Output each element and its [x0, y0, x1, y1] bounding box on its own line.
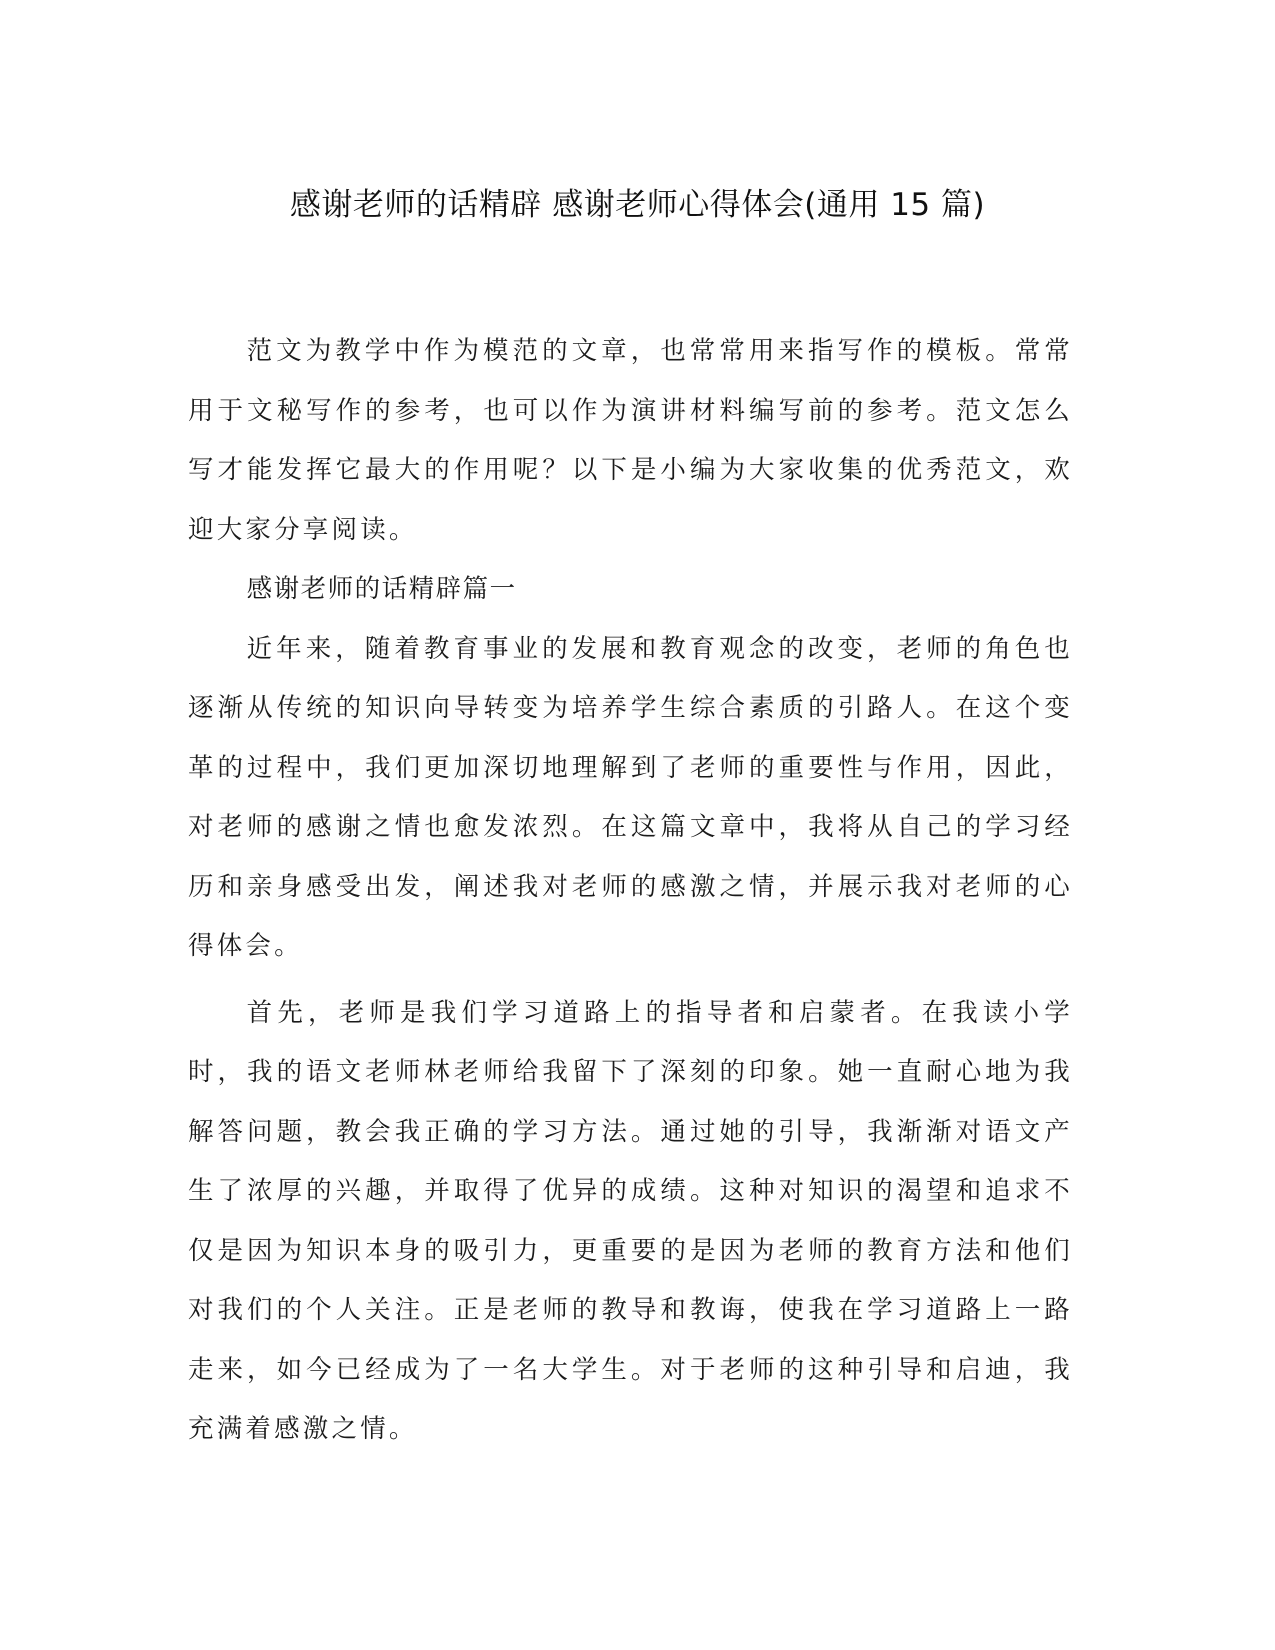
intro-paragraph: 范文为教学中作为模范的文章，也常常用来指写作的模板。常常用于文秘写作的参考，也可以作为演讲材料编写前的参考。范文怎么写才能发挥它最大的作用呢？以下是小编为大家收集的优秀范文，欢迎大家分享阅读。 — [188, 336, 1073, 545]
document-title: 感谢老师的话精辟 感谢老师心得体会(通用 15 篇) — [289, 187, 986, 223]
body-paragraph: 近年来，随着教育事业的发展和教育观念的改变，老师的角色也逐渐从传统的知识向导转变为培养学生综合素质的引路人。在这个变革的过程中，我们更加深切地理解到了老师的重要性与作用，因此，对老师的感谢之情也愈发浓烈。在这篇文章中，我将从自己的学习经历和亲身感受出发，阐述我对老师的感激之情，并展示我对老师的心得体会。 — [188, 633, 1073, 961]
document-body — [188, 322, 1073, 1460]
body-paragraph: 首先，老师是我们学习道路上的指导者和启蒙者。在我读小学时，我的语文老师林老师给我留下了深刻的印象。她一直耐心地为我解答问题，教会我正确的学习方法。通过她的引导，我渐渐对语文产生了浓厚的兴趣，并取得了优异的成绩。这种对知识的渴望和追求不仅是因为知识本身的吸引力，更重要的是因为老师的教育方法和他们对我们的个人关注。正是老师的教导和教诲，使我在学习道路上一路走来，如今已经成为了一名大学生。对于老师的这种引导和启迪，我充满着感激之情。 — [188, 997, 1073, 1444]
section-heading: 感谢老师的话精辟篇一 — [246, 574, 517, 604]
